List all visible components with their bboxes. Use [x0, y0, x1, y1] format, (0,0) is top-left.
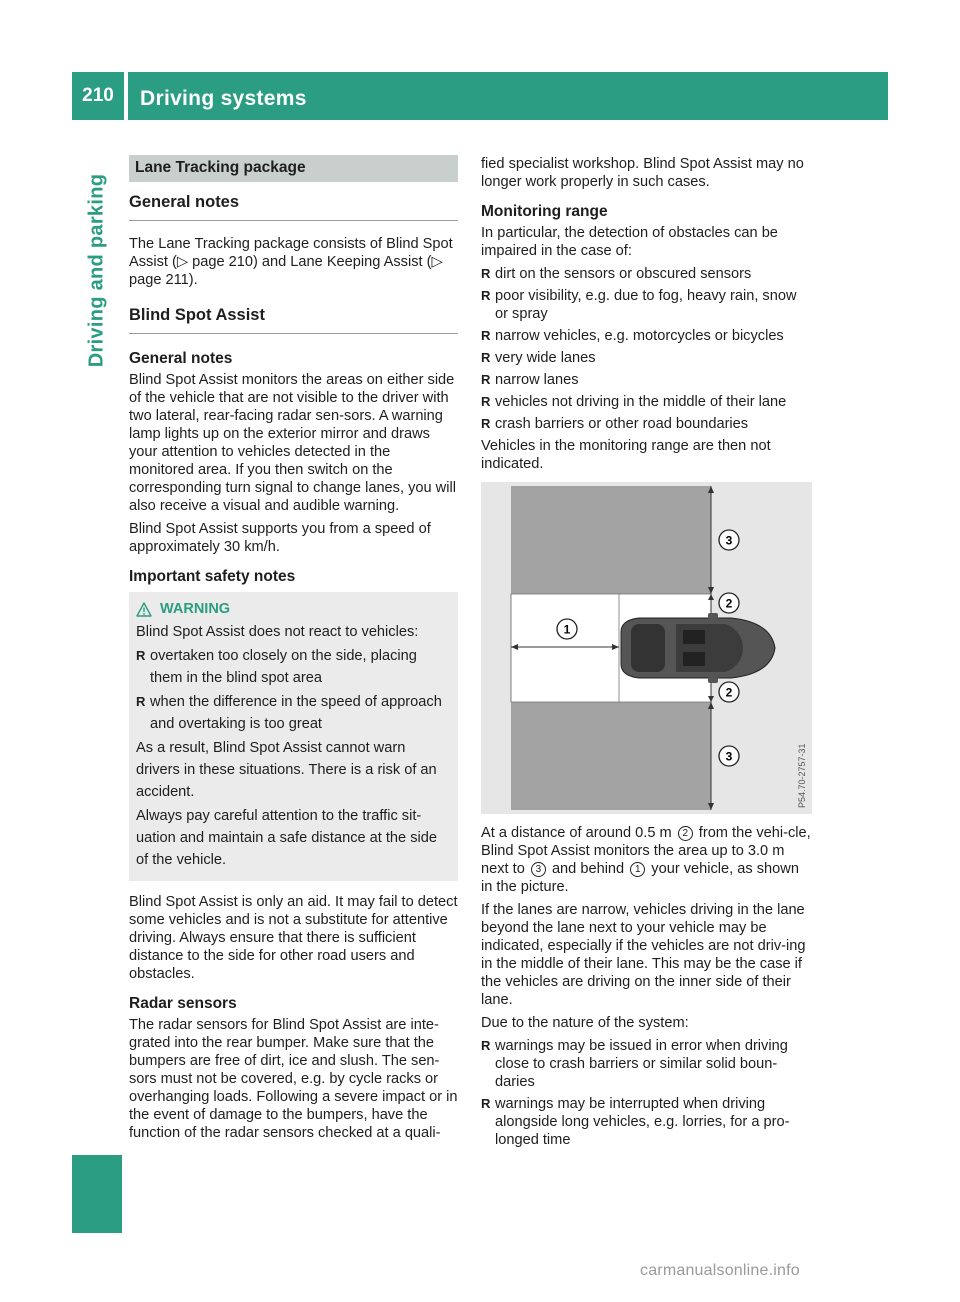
- page-number: 210: [82, 85, 114, 106]
- list-item: R dirt on the sensors or obscured sensors: [481, 266, 752, 282]
- image-code: P54.70-2757-31: [797, 743, 807, 808]
- list-item: R overtaken too closely on the side, placing them in the blind spot area: [136, 648, 417, 686]
- narrow-lanes-paragraph: If the lanes are narrow, vehicles driving in the lane beyond the lane next to your vehicle may be indicated, especially if the vehicles are not driv-ing in the middle of their lane. This may be the case if the vehicles are driving on the inner side of their lane.: [481, 902, 806, 1008]
- callout-ref-2: 2: [678, 826, 693, 841]
- list-item: R crash barriers or other road boundaries: [481, 416, 749, 432]
- callout-3-top: [719, 530, 739, 550]
- callout-2-top: [719, 593, 739, 613]
- nature-intro: Due to the nature of the system:: [481, 1015, 689, 1031]
- callout-3-top-label: 3: [725, 533, 733, 548]
- warning-paragraph-1: As a result, Blind Spot Assist cannot warn drivers in these situations. There is a risk of an accident.: [136, 740, 437, 800]
- bsa-general-paragraph-2: Blind Spot Assist supports you from a speed of approximately 30 km/h.: [129, 521, 431, 555]
- warning-intro: Blind Spot Assist does not react to vehicles:: [136, 624, 419, 640]
- callout-3-bottom-label: 3: [725, 749, 733, 764]
- callout-1: [557, 619, 577, 639]
- callout-ref-3: 3: [531, 862, 546, 877]
- list-item: R warnings may be issued in error when driving close to crash barriers or similar solid boun-daries: [481, 1038, 788, 1090]
- heading-monitoring-range: Monitoring range: [481, 203, 608, 220]
- radar-paragraph: The radar sensors for Blind Spot Assist are inte-grated into the rear bumper. Make sure that the bumpers are free of dirt, ice and slush. The sen-sors must not be covered, e.g. by cycle racks or overhanging loads. Following a severe impact or in the event of damage to the bumpers, have the function of the radar sensors checked at a quali-: [129, 1017, 458, 1141]
- chapter-title: Driving systems: [140, 87, 307, 110]
- car-top-view: [621, 613, 775, 683]
- monitoring-intro: In particular, the detection of obstacles can be impaired in the case of:: [481, 225, 778, 259]
- not-indicated-paragraph: Vehicles in the monitoring range are then not indicated.: [481, 438, 771, 472]
- callout-3-bottom: [719, 746, 739, 766]
- nature-list: [481, 1037, 812, 1149]
- callout-ref-1: 1: [630, 862, 645, 877]
- warning-triangle-icon: [136, 602, 152, 617]
- watermark: carmanualsonline.info: [640, 1262, 800, 1279]
- monitoring-range-diagram: [481, 482, 812, 814]
- section-title: Lane Tracking package: [129, 155, 458, 182]
- heading-radar-sensors: Radar sensors: [129, 995, 237, 1012]
- list-item: R warnings may be interrupted when driving alongside long vehicles, e.g. lorries, for a pro-longed time: [481, 1096, 790, 1148]
- zone-3-front: [511, 486, 711, 594]
- list-item: R poor visibility, e.g. due to fog, heavy rain, snow or spray: [481, 288, 797, 322]
- general-notes-text: The Lane Tracking package consists of Blind Spot Assist (▷ page 210) and Lane Keeping Assist (▷ page 211).: [129, 236, 453, 288]
- list-item: R when the difference in the speed of approach and overtaking is too great: [136, 694, 442, 732]
- header-separator: [124, 72, 128, 120]
- list-item: R very wide lanes: [481, 350, 596, 366]
- warning-paragraph-2: Always pay careful attention to the traffic sit-uation and maintain a safe distance at the side of the vehicle.: [136, 808, 437, 868]
- aid-paragraph: Blind Spot Assist is only an aid. It may fail to detect some vehicles and is not a substitute for attentive driving. Always ensure that there is sufficient distance to the side for other road users and obstacles.: [129, 894, 458, 982]
- zone-3-rear: [511, 702, 711, 810]
- callout-2-top-label: 2: [725, 596, 733, 611]
- callout-2-bottom: [719, 682, 739, 702]
- continued-paragraph: fied specialist workshop. Blind Spot Assist may no longer work properly in such cases.: [481, 156, 804, 190]
- right-column: [481, 155, 812, 1153]
- side-tab-label: Driving and parking: [85, 173, 108, 367]
- heading-general-notes: General notes: [129, 193, 458, 221]
- bsa-general-paragraph-1: Blind Spot Assist monitors the areas on either side of the vehicle that are not visible to the driver with two lateral, rear-facing radar sen-sors. A warning lamp lights up on the exterior mirror and draws your attention to vehicles detected in the monitored area. If you then switch on the corresponding turn signal to change lanes, you will also receive a visual and audible warning.: [129, 372, 456, 514]
- warning-label: WARNING: [160, 601, 231, 617]
- list-item: R narrow lanes: [481, 372, 579, 388]
- list-item: R narrow vehicles, e.g. motorcycles or bicycles: [481, 328, 784, 344]
- left-column: [129, 155, 458, 1147]
- heading-bsa-general-notes: General notes: [129, 350, 233, 367]
- warning-list: [136, 645, 452, 735]
- distance-paragraph: At a distance of around 0.5 m 2 from the vehi-cle, Blind Spot Assist monitors the area up to 3.0 m next to 3 and behind 1 your vehicle, as shown in the picture.: [481, 825, 811, 895]
- heading-blind-spot-assist: Blind Spot Assist: [129, 306, 458, 334]
- callout-2-bottom-label: 2: [725, 685, 733, 700]
- heading-safety-notes: Important safety notes: [129, 568, 296, 585]
- monitoring-list: [481, 265, 812, 433]
- list-item: R vehicles not driving in the middle of their lane: [481, 394, 787, 410]
- warning-box: [129, 592, 458, 881]
- side-tab: [72, 120, 122, 420]
- side-marker-block: [72, 1155, 122, 1233]
- callout-1-label: 1: [563, 622, 571, 637]
- warning-header: [136, 598, 452, 620]
